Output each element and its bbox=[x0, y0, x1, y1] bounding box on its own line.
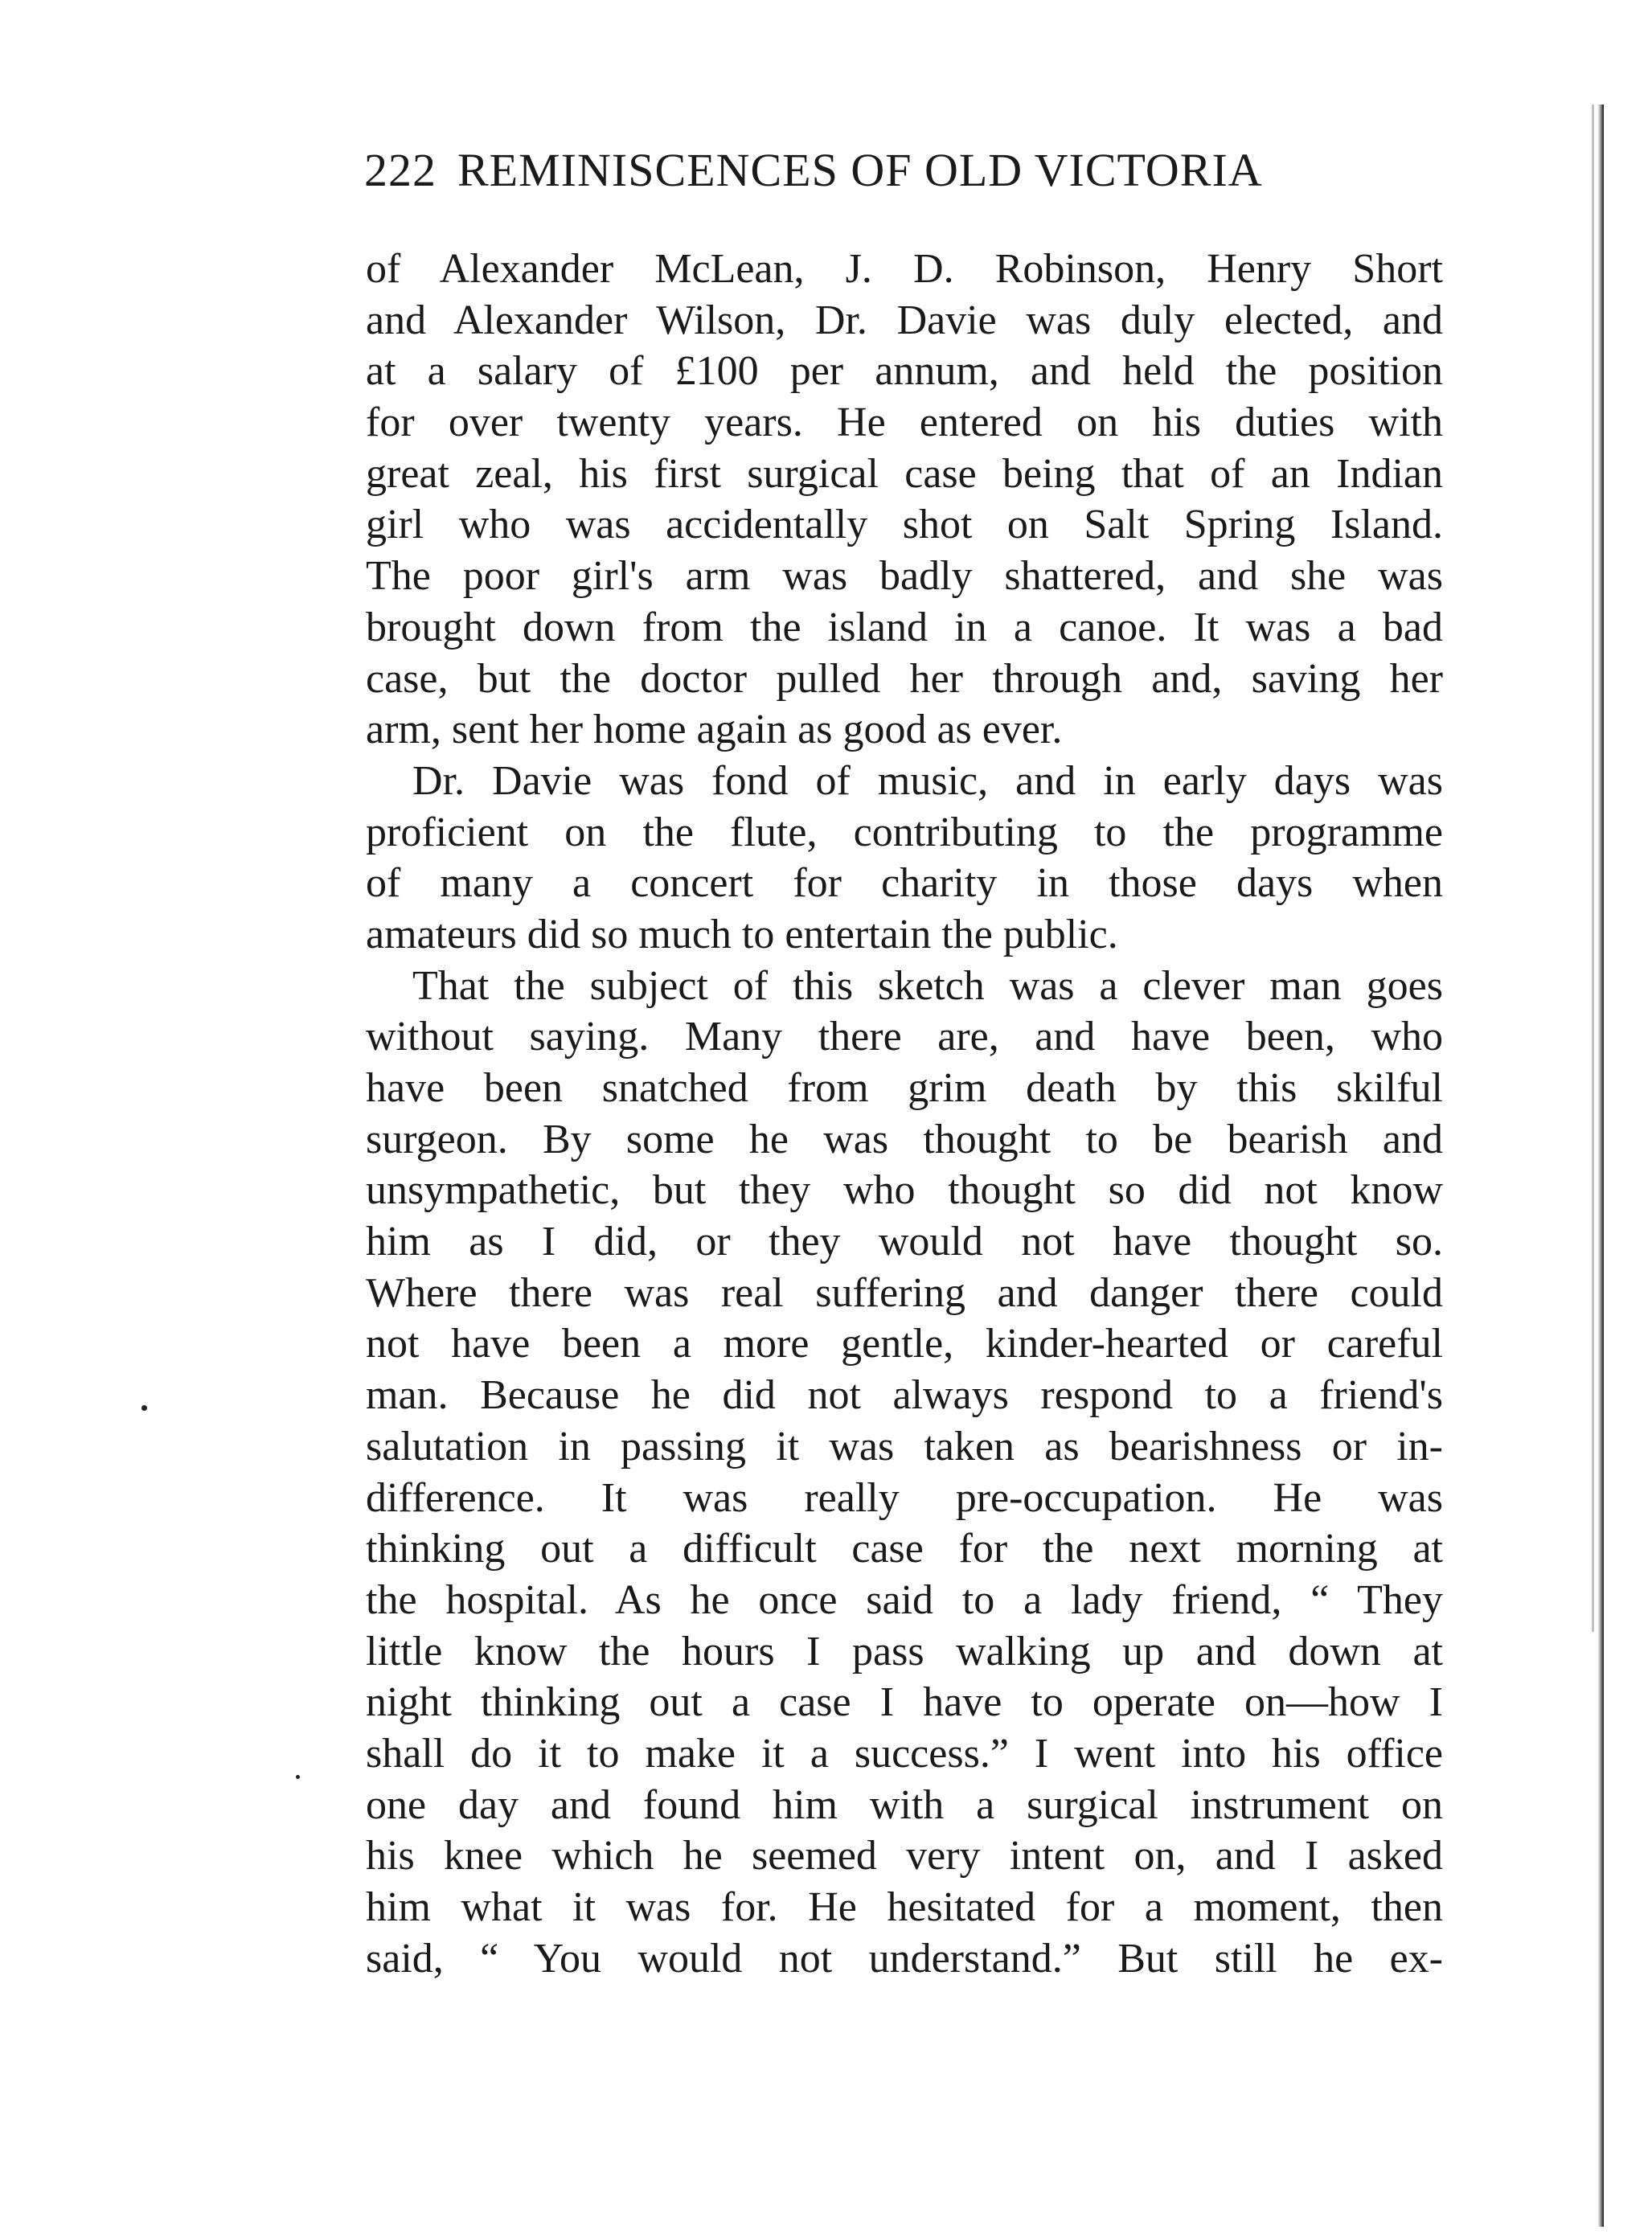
text-line: That the subject of this sketch was a clever man goes bbox=[412, 962, 1443, 1009]
text-line: night thinking out a case I have to operate on—how I bbox=[366, 1679, 1443, 1726]
text-line: one day and found him with a surgical instrument on bbox=[366, 1781, 1443, 1828]
text-line: man. Because he did not always respond to a friend's bbox=[366, 1372, 1443, 1419]
text-line: and Alexander Wilson, Dr. Davie was duly elected, and bbox=[366, 297, 1443, 343]
text-line: Dr. Davie was fond of music, and in early days was bbox=[412, 757, 1443, 804]
text-line: Where there was real suffering and danger there could bbox=[366, 1269, 1443, 1316]
text-line: thinking out a difficult case for the next morning at bbox=[366, 1526, 1443, 1572]
body-text bbox=[366, 244, 1443, 1984]
text-line: of many a concert for charity in those days when bbox=[366, 860, 1443, 907]
text-line: the hospital. As he once said to a lady friend, “ They bbox=[366, 1576, 1443, 1623]
text-line: arm, sent her home again as good as ever. bbox=[366, 707, 1063, 753]
text-line: without saying. Many there are, and have been, who bbox=[366, 1014, 1443, 1060]
text-line: brought down from the island in a canoe. It was a bad bbox=[366, 604, 1443, 650]
text-line: not have been a more gentle, kinder-hearted or careful bbox=[366, 1321, 1443, 1367]
running-header bbox=[364, 143, 1409, 207]
text-line: said, “ You would not understand.” But still he ex- bbox=[366, 1935, 1443, 1982]
text-line: girl who was accidentally shot on Salt Spring Island. bbox=[366, 502, 1443, 548]
text-line: amateurs did so much to entertain the public. bbox=[366, 911, 1118, 957]
text-line: surgeon. By some he was thought to be bearish and bbox=[366, 1116, 1443, 1162]
text-line: him what it was for. He hesitated for a moment, then bbox=[366, 1884, 1443, 1930]
text-line: great zeal, his first surgical case being that of an Indian bbox=[366, 450, 1443, 497]
page-number: 222 bbox=[364, 144, 437, 196]
page-edge bbox=[1597, 105, 1604, 2227]
text-line: difference. It was really pre-occupation. He was bbox=[366, 1474, 1443, 1521]
text-line: his knee which he seemed very intent on, and I asked bbox=[366, 1833, 1443, 1879]
page-binding-shadow bbox=[1592, 105, 1594, 1632]
text-line: salutation in passing it was taken as bearishness or in- bbox=[366, 1423, 1443, 1469]
text-line: of Alexander McLean, J. D. Robinson, Henry Short bbox=[366, 246, 1443, 292]
text-line: case, but the doctor pulled her through and, saving her bbox=[366, 655, 1443, 702]
ink-speck bbox=[141, 1405, 147, 1411]
text-line: shall do it to make it a success.” I went into his office bbox=[366, 1730, 1443, 1777]
text-line: him as I did, or they would not have thought so. bbox=[366, 1219, 1443, 1265]
text-line: proficient on the flute, contributing to the programme bbox=[366, 809, 1443, 855]
text-line: have been snatched from grim death by this skilful bbox=[366, 1065, 1443, 1111]
text-line: for over twenty years. He entered on his duties with bbox=[366, 400, 1443, 446]
ink-speck bbox=[296, 1775, 300, 1779]
text-line: The poor girl's arm was badly shattered, and she was bbox=[366, 553, 1443, 600]
text-line: at a salary of £100 per annum, and held the position bbox=[366, 348, 1443, 395]
running-title: REMINISCENCES OF OLD VICTORIA bbox=[457, 144, 1263, 196]
text-line: little know the hours I pass walking up and down at bbox=[366, 1628, 1443, 1674]
text-line: unsympathetic, but they who thought so did not know bbox=[366, 1167, 1443, 1214]
